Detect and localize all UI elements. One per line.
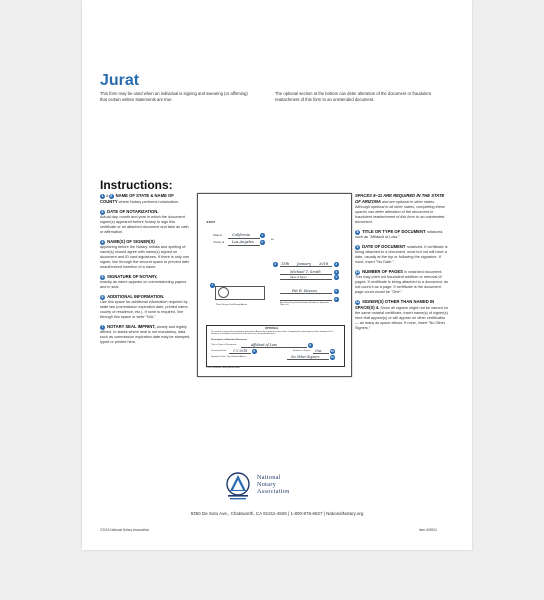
number-badge: 5 (335, 289, 338, 293)
footer-copyright: ©2018 National Notary Association (100, 528, 150, 532)
instruction-heading: SIGNATURE OF NOTARY, (107, 274, 158, 279)
description-heading: Description of Attached Document (211, 339, 247, 341)
page-title: Jurat (100, 72, 140, 89)
number-badge: 7 (211, 283, 214, 287)
notary-signature: Pat R. Reeves (292, 289, 317, 293)
instruction-item-8 (355, 229, 449, 240)
ss-label: ss. (271, 238, 275, 241)
instruction-heading: DATE OF DOCUMENT (362, 244, 406, 249)
additional-caption: Any Other Required Information (Residence, Expiration Date, etc.) (280, 302, 329, 306)
logo-line-2: Notary (257, 481, 276, 488)
number-badge: 8 (356, 230, 359, 234)
others-line (287, 359, 329, 360)
instruction-text: in notarized document. This may point out fraudulent addition or removal of pages. If certificate is being attached to a document, do not count it as a page. If certificate is the document, page count would be "One." (355, 270, 449, 294)
number-badge: 10 (355, 270, 360, 274)
instruction-heading: NAME OF STATE & NAME OF COUNTY (100, 193, 174, 204)
pages-label: Number of Pages: (293, 350, 311, 352)
instruction-item-5 (100, 274, 192, 290)
signer-2-name: Name of Signer (290, 276, 307, 279)
doc-title-label: Title or Type of Document: (211, 344, 237, 346)
optional-note: This section is required for notarizations performed in Arizona but is optional in other states. Completing this information can deter alteration of the document or fraudulent reattachment of this form to an unintended document. (211, 331, 333, 336)
instruction-text: Use this space for additional information required by state law (commission expiration date, printed name, county of residence, etc.). If none is required, line through this space or write "N/A." (100, 300, 189, 319)
seal-caption: Place Notary Seal/Stamp Above (216, 304, 248, 306)
notary-seal-icon (218, 287, 229, 298)
instruction-heading: NAME(S) OF SIGNER(S) (107, 239, 155, 244)
doc-date-value: 1-2-2018 (233, 349, 248, 353)
number-badge: 9 (356, 245, 359, 249)
instruction-heading: DATE OF NOTARIZATION. (107, 209, 159, 214)
instruction-heading: SIGNER(S) OTHER THAN NAMED IN SPACE(S) 4. (355, 299, 435, 310)
nna-logo (225, 471, 345, 505)
state-value: California (232, 233, 251, 237)
instruction-text: notarized, such as "Affidavit of Loss." (355, 230, 444, 239)
item-number: Item #25924 (419, 528, 437, 532)
signer-1-name: Michael T. Smith (290, 270, 321, 274)
intro-text-left: This form may be used when an individual is signing and swearing (or affirming) that certain written statements are true. (100, 91, 248, 102)
instruction-heading: TITLE OR TYPE OF DOCUMENT (362, 229, 426, 234)
instruction-heading: NUMBER OF PAGES (362, 269, 403, 274)
notary-signature-line (280, 293, 332, 294)
number-badge: 2 (110, 194, 112, 198)
sample-form-title: JURAT (206, 220, 216, 224)
number-badge: 9 (253, 349, 256, 353)
number-badge: 3 (335, 262, 338, 266)
number-badge: 7 (101, 325, 104, 329)
date-line (280, 266, 332, 267)
number-badge: 4 (335, 270, 338, 274)
number-badge: 3 (274, 262, 277, 266)
instruction-text: notarized. If certificate is being attached to a document, must but not will have a date, usually at the top or following the signature. If none, insert "No Date." (355, 245, 448, 264)
instructions-heading: Instructions: (100, 178, 173, 192)
state-line (228, 238, 260, 239)
day-value: 15th (281, 262, 290, 266)
number-badge: 11 (355, 300, 360, 304)
state-label: State of (213, 234, 222, 237)
intro-text-right: The optional section at the bottom can deter alteration of the document or fraudulent reattachment of this form to an unintended document. (275, 91, 431, 102)
arizona-note-heading: SPACES 8–11 ARE REQUIRED IN THE STATE OF ARIZONA (355, 193, 445, 204)
number-badge: 11 (330, 355, 334, 359)
instructions-left-column (100, 193, 192, 349)
pages-line (313, 353, 329, 354)
number-badge: 4 (335, 275, 338, 279)
nna-logo-text (257, 474, 290, 495)
instruction-text: where Notary performs notarization. (118, 200, 180, 204)
logo-line-3: Association (257, 488, 290, 495)
number-badge: 10 (330, 349, 334, 353)
instruction-item-3 (100, 209, 192, 235)
instruction-text: clearly and legibly affixed. In states where seal is not mandatory, data such as commission expiration date may be stamped, typed or printed here. (100, 325, 191, 344)
number-badge: 1 (101, 194, 104, 198)
doc-date-label: Document Date: (211, 350, 227, 352)
additional-info-line (280, 300, 332, 301)
instruction-text: appearing before the Notary. Initials and spelling of name(s) should agree with name(s) signed on document and ID card signatures. If there is only one signer, line through the second space to prevent later unauthorized insertion of a name. (100, 245, 190, 269)
number-badge: 6 (335, 297, 338, 301)
signer-1-line (280, 274, 332, 275)
month-value: January (297, 262, 312, 266)
instruction-heading: NOTARY SEAL IMPRINT, (107, 324, 156, 329)
doc-title-value: Affidavit of Loss (251, 343, 278, 347)
arizona-note (355, 193, 449, 225)
nna-logo-icon (225, 471, 251, 503)
instruction-item-1-2: 1 & 2 NAME OF STATE & NAME OF COUNTY where Notary performs notarization. (100, 193, 180, 204)
county-line (228, 245, 260, 246)
instruction-text: exactly as name appears on commissioning papers and in seal. (100, 280, 187, 289)
arizona-note-text: and are optional in other states. Although optional in all other states, completing these spaces can deter alteration of the document or fraudulent reattachment of this form to an unintended document. (355, 200, 445, 224)
instruction-text: Since all signers might not be named on the same notarial certificate, insert name(s) of signer(s) here that appear(s) or will appear on other certificates — as many as space allows. If none, insert "No Other Signers." (355, 306, 448, 330)
instruction-heading: ADDITIONAL INFORMATION. (107, 294, 165, 299)
number-badge: 6 (101, 295, 104, 299)
instruction-item-7 (100, 324, 192, 345)
logo-line-1: National (257, 474, 281, 481)
sample-jurat-form (197, 193, 352, 377)
footer-address: 9350 De Soto Ave., Chatsworth, CA 91311-4926 | 1-800-876-6827 | NationalNotary.org (190, 511, 364, 516)
number-badge: 2 (261, 240, 264, 244)
doc-date-line (229, 353, 251, 354)
instruction-item-9 (355, 244, 449, 265)
others-value: No Other Signers (291, 355, 320, 359)
number-badge: 1 (261, 233, 264, 237)
instruction-item-4 (100, 239, 192, 270)
county-value: Los Angeles (232, 240, 254, 244)
instructions-right-column (355, 193, 449, 335)
instruction-item-10 (355, 269, 449, 295)
sample-copyright: ©2018 National Notary Association (206, 367, 240, 369)
county-label: County of (213, 241, 225, 244)
number-badge: 4 (101, 240, 104, 244)
optional-heading: OPTIONAL (265, 327, 279, 330)
pages-value: One (315, 349, 322, 353)
form-page (82, 0, 472, 550)
doc-title-line (241, 347, 307, 348)
number-badge: 5 (101, 275, 104, 279)
number-badge: 8 (309, 343, 312, 347)
number-badge: 3 (101, 210, 104, 214)
instruction-item-6 (100, 294, 192, 320)
instruction-item-11 (355, 299, 449, 331)
signer-2-line (280, 279, 332, 280)
year-value: 2018 (319, 262, 329, 266)
instruction-text: Actual day, month and year in which the document signer(s) appeared before Notary to sign this certificate or an attached document and take an oath or affirmation. (100, 215, 189, 234)
others-label: Signer(s) Other Than Named Above: (211, 356, 247, 358)
optional-section (206, 325, 345, 367)
